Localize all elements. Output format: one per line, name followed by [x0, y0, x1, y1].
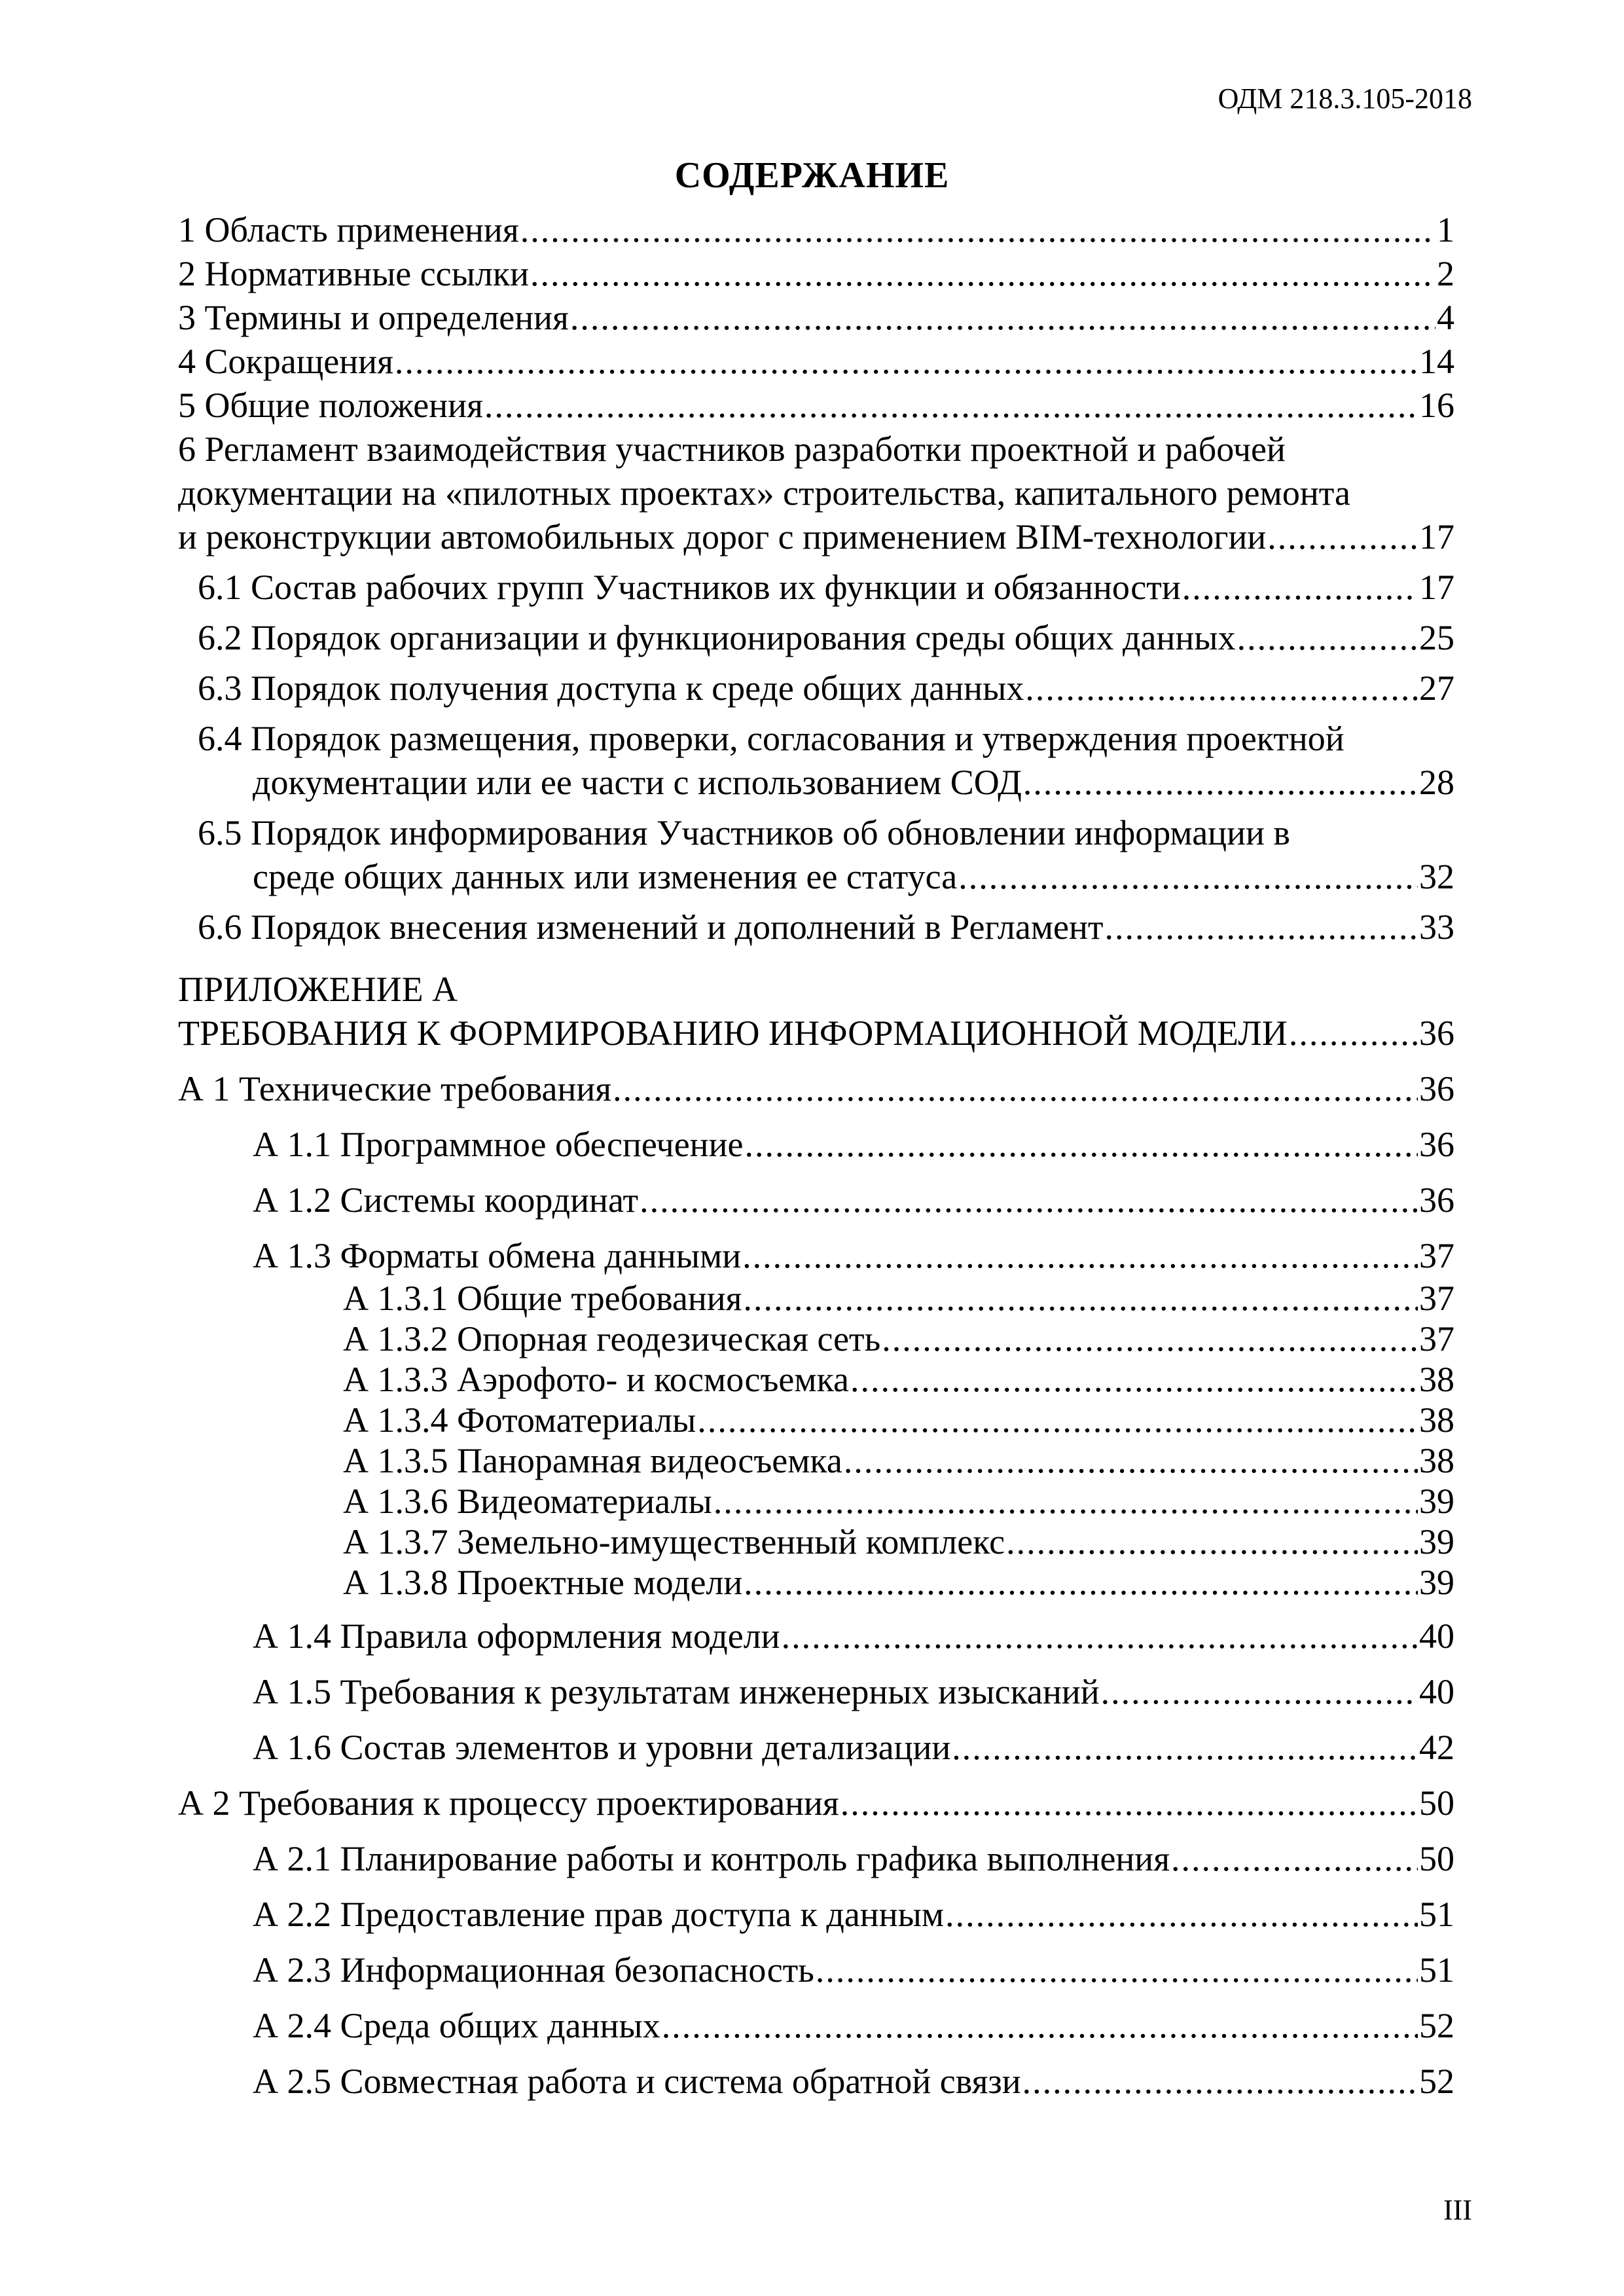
- dot-leader: [1171, 1837, 1418, 1881]
- dot-leader: [952, 1726, 1418, 1770]
- dot-leader: [882, 1319, 1418, 1359]
- toc-page-number: 50: [1419, 1783, 1454, 1823]
- dot-leader: [742, 1234, 1418, 1278]
- toc-entry-a1-3-1[interactable]: А 1.3.1 Общие требования ..... 37: [178, 1278, 1454, 1319]
- toc-page-number: 36: [1419, 1180, 1454, 1220]
- dot-leader: [520, 208, 1435, 252]
- dot-leader: [613, 1067, 1418, 1111]
- toc-page-number: 17: [1419, 517, 1454, 556]
- dot-leader: [1182, 566, 1418, 610]
- toc-entry-a1-3-5[interactable]: А 1.3.5 Панорамная видеосъемка ..... 38: [178, 1440, 1454, 1481]
- toc-page-number: 39: [1419, 1522, 1454, 1561]
- toc-entry-6-1[interactable]: 6.1 Состав рабочих групп Участников их функции и обязанности ..... 17: [178, 566, 1454, 610]
- toc-entry-a1-3-6[interactable]: А 1.3.6 Видеоматериалы ..... 39: [178, 1481, 1454, 1522]
- toc-page-number: 39: [1419, 1563, 1454, 1602]
- toc-entry-appendix-a[interactable]: ПРИЛОЖЕНИЕ А ТРЕБОВАНИЯ К ФОРМИРОВАНИЮ ИНФОРМАЦИОННОЙ МОДЕЛИ ..... 36: [178, 968, 1454, 1055]
- toc-page-number: 36: [1419, 1125, 1454, 1164]
- toc-page-number: 50: [1419, 1839, 1454, 1878]
- dot-leader: [1101, 1670, 1418, 1714]
- toc-entry-a1-3-7[interactable]: А 1.3.7 Земельно-имущественный комплекс ..... 39: [178, 1522, 1454, 1562]
- dot-leader: [744, 1562, 1418, 1603]
- toc-entry-a1-6[interactable]: А 1.6 Состав элементов и уровни детализации ..... 42: [178, 1726, 1454, 1770]
- toc-page-number: 37: [1419, 1236, 1454, 1275]
- toc-page-number: 36: [1419, 1013, 1454, 1053]
- dot-leader: [816, 1948, 1418, 1992]
- toc-page-number: 38: [1419, 1400, 1454, 1440]
- toc-entry-4[interactable]: 4 Сокращения ..... 14: [178, 340, 1454, 384]
- dot-leader: [840, 1781, 1418, 1825]
- toc-page-number: 14: [1419, 342, 1454, 381]
- toc-entry-a1-5[interactable]: А 1.5 Требования к результатам инженерных изысканий ..... 40: [178, 1670, 1454, 1714]
- dot-leader: [662, 2004, 1418, 2048]
- dot-leader: [844, 1440, 1418, 1481]
- dot-leader: [782, 1614, 1418, 1658]
- dot-leader: [850, 1359, 1418, 1400]
- dot-leader: [1267, 515, 1418, 559]
- toc-page-number: 40: [1419, 1672, 1454, 1711]
- toc-entry-6-2[interactable]: 6.2 Порядок организации и функционирования среды общих данных ..... 25: [178, 616, 1454, 660]
- toc-page-number: 36: [1419, 1069, 1454, 1108]
- dot-leader: [697, 1400, 1418, 1440]
- dot-leader: [744, 1123, 1418, 1167]
- toc-entry-3[interactable]: 3 Термины и определения ..... 4: [178, 296, 1454, 340]
- toc-page-number: 28: [1419, 763, 1454, 802]
- toc-entry-a2-2[interactable]: А 2.2 Предоставление прав доступа к данным ..... 51: [178, 1893, 1454, 1937]
- table-of-contents: [178, 208, 1454, 2104]
- toc-entry-a2-4[interactable]: А 2.4 Среда общих данных ..... 52: [178, 2004, 1454, 2048]
- dot-leader: [1006, 1522, 1418, 1562]
- toc-page-number: 51: [1419, 1950, 1454, 1990]
- toc-entry-a2-1[interactable]: А 2.1 Планирование работы и контроль графика выполнения ..... 50: [178, 1837, 1454, 1881]
- dot-leader: [958, 855, 1418, 899]
- document-code: ОДМ 218.3.105-2018: [1218, 82, 1472, 115]
- dot-leader: [1022, 2060, 1418, 2104]
- toc-page-number: 4: [1437, 298, 1454, 337]
- toc-page-number: 2: [1437, 254, 1454, 293]
- toc-entry-6-4[interactable]: 6.4 Порядок размещения, проверки, согласования и утверждения проектной документации или ее части с использованием СОД ..... 28: [178, 717, 1454, 805]
- toc-entry-6-6[interactable]: 6.6 Порядок внесения изменений и дополнений в Регламент ..... 33: [178, 905, 1454, 949]
- toc-page-number: 42: [1419, 1728, 1454, 1767]
- toc-page-number: 16: [1419, 386, 1454, 425]
- toc-page-number: 27: [1419, 668, 1454, 708]
- toc-entry-6-3[interactable]: 6.3 Порядок получения доступа к среде общих данных ..... 27: [178, 666, 1454, 710]
- toc-page-number: 52: [1419, 2062, 1454, 2101]
- toc-page-number: 38: [1419, 1441, 1454, 1480]
- toc-page-number: 32: [1419, 857, 1454, 896]
- dot-leader: [1023, 761, 1418, 805]
- toc-entry-a2-5[interactable]: А 2.5 Совместная работа и система обратной связи ..... 52: [178, 2060, 1454, 2104]
- toc-page-number: 52: [1419, 2006, 1454, 2045]
- toc-entry-a1-4[interactable]: А 1.4 Правила оформления модели ..... 40: [178, 1614, 1454, 1658]
- dot-leader: [1104, 905, 1418, 949]
- toc-page-number: 39: [1419, 1482, 1454, 1521]
- toc-entry-a1-3-3[interactable]: А 1.3.3 Аэрофото- и космосъемка ..... 38: [178, 1359, 1454, 1400]
- dot-leader: [1237, 616, 1418, 660]
- toc-entry-1[interactable]: 1 Область применения ..... 1: [178, 208, 1454, 252]
- toc-page-number: 37: [1419, 1279, 1454, 1318]
- toc-title: СОДЕРЖАНИЕ: [674, 155, 950, 196]
- dot-leader: [640, 1178, 1418, 1222]
- toc-entry-a1-2[interactable]: А 1.2 Системы координат ..... 36: [178, 1178, 1454, 1222]
- page-number: III: [1443, 2194, 1472, 2226]
- dot-leader: [744, 1278, 1418, 1319]
- toc-page-number: 17: [1419, 568, 1454, 607]
- toc-page-number: 37: [1419, 1319, 1454, 1358]
- toc-page-number: 1: [1437, 210, 1454, 249]
- toc-subsection-a1-3: [178, 1278, 1454, 1603]
- toc-entry-2[interactable]: 2 Нормативные ссылки ..... 2: [178, 252, 1454, 296]
- dot-leader: [395, 340, 1418, 384]
- toc-entry-6[interactable]: 6 Регламент взаимодействия участников разработки проектной и рабочей документации на «пилотных проектах» строительства, капитального ремонта и реконструкции автомобильных дорог с применением BIM-технологии ..... 17: [178, 428, 1454, 559]
- toc-page-number: 51: [1419, 1895, 1454, 1934]
- dot-leader: [530, 252, 1435, 296]
- dot-leader: [484, 384, 1418, 428]
- toc-page-number: 25: [1419, 618, 1454, 657]
- toc-entry-a1-3-2[interactable]: А 1.3.2 Опорная геодезическая сеть ..... 37: [178, 1319, 1454, 1359]
- dot-leader: [1289, 1011, 1418, 1055]
- toc-entry-a2[interactable]: А 2 Требования к процессу проектирования ..... 50: [178, 1781, 1454, 1825]
- dot-leader: [1025, 666, 1418, 710]
- toc-entry-a1-3-8[interactable]: А 1.3.8 Проектные модели ..... 39: [178, 1562, 1454, 1603]
- toc-entry-a1[interactable]: А 1 Технические требования ..... 36: [178, 1067, 1454, 1111]
- toc-page-number: 40: [1419, 1616, 1454, 1656]
- toc-entry-5[interactable]: 5 Общие положения ..... 16: [178, 384, 1454, 428]
- dot-leader: [570, 296, 1435, 340]
- toc-entry-a1-3[interactable]: А 1.3 Форматы обмена данными ..... 37: [178, 1234, 1454, 1278]
- toc-page-number: 38: [1419, 1360, 1454, 1399]
- toc-entry-a1-3-4[interactable]: А 1.3.4 Фотоматериалы ..... 38: [178, 1400, 1454, 1440]
- toc-entry-a2-3[interactable]: А 2.3 Информационная безопасность ..... 51: [178, 1948, 1454, 1992]
- dot-leader: [713, 1481, 1418, 1522]
- toc-entry-a1-1[interactable]: А 1.1 Программное обеспечение ..... 36: [178, 1123, 1454, 1167]
- toc-page-number: 33: [1419, 907, 1454, 947]
- dot-leader: [945, 1893, 1418, 1937]
- toc-entry-6-5[interactable]: 6.5 Порядок информирования Участников об обновлении информации в среде общих данных или изменения ее статуса ..... 32: [178, 811, 1454, 899]
